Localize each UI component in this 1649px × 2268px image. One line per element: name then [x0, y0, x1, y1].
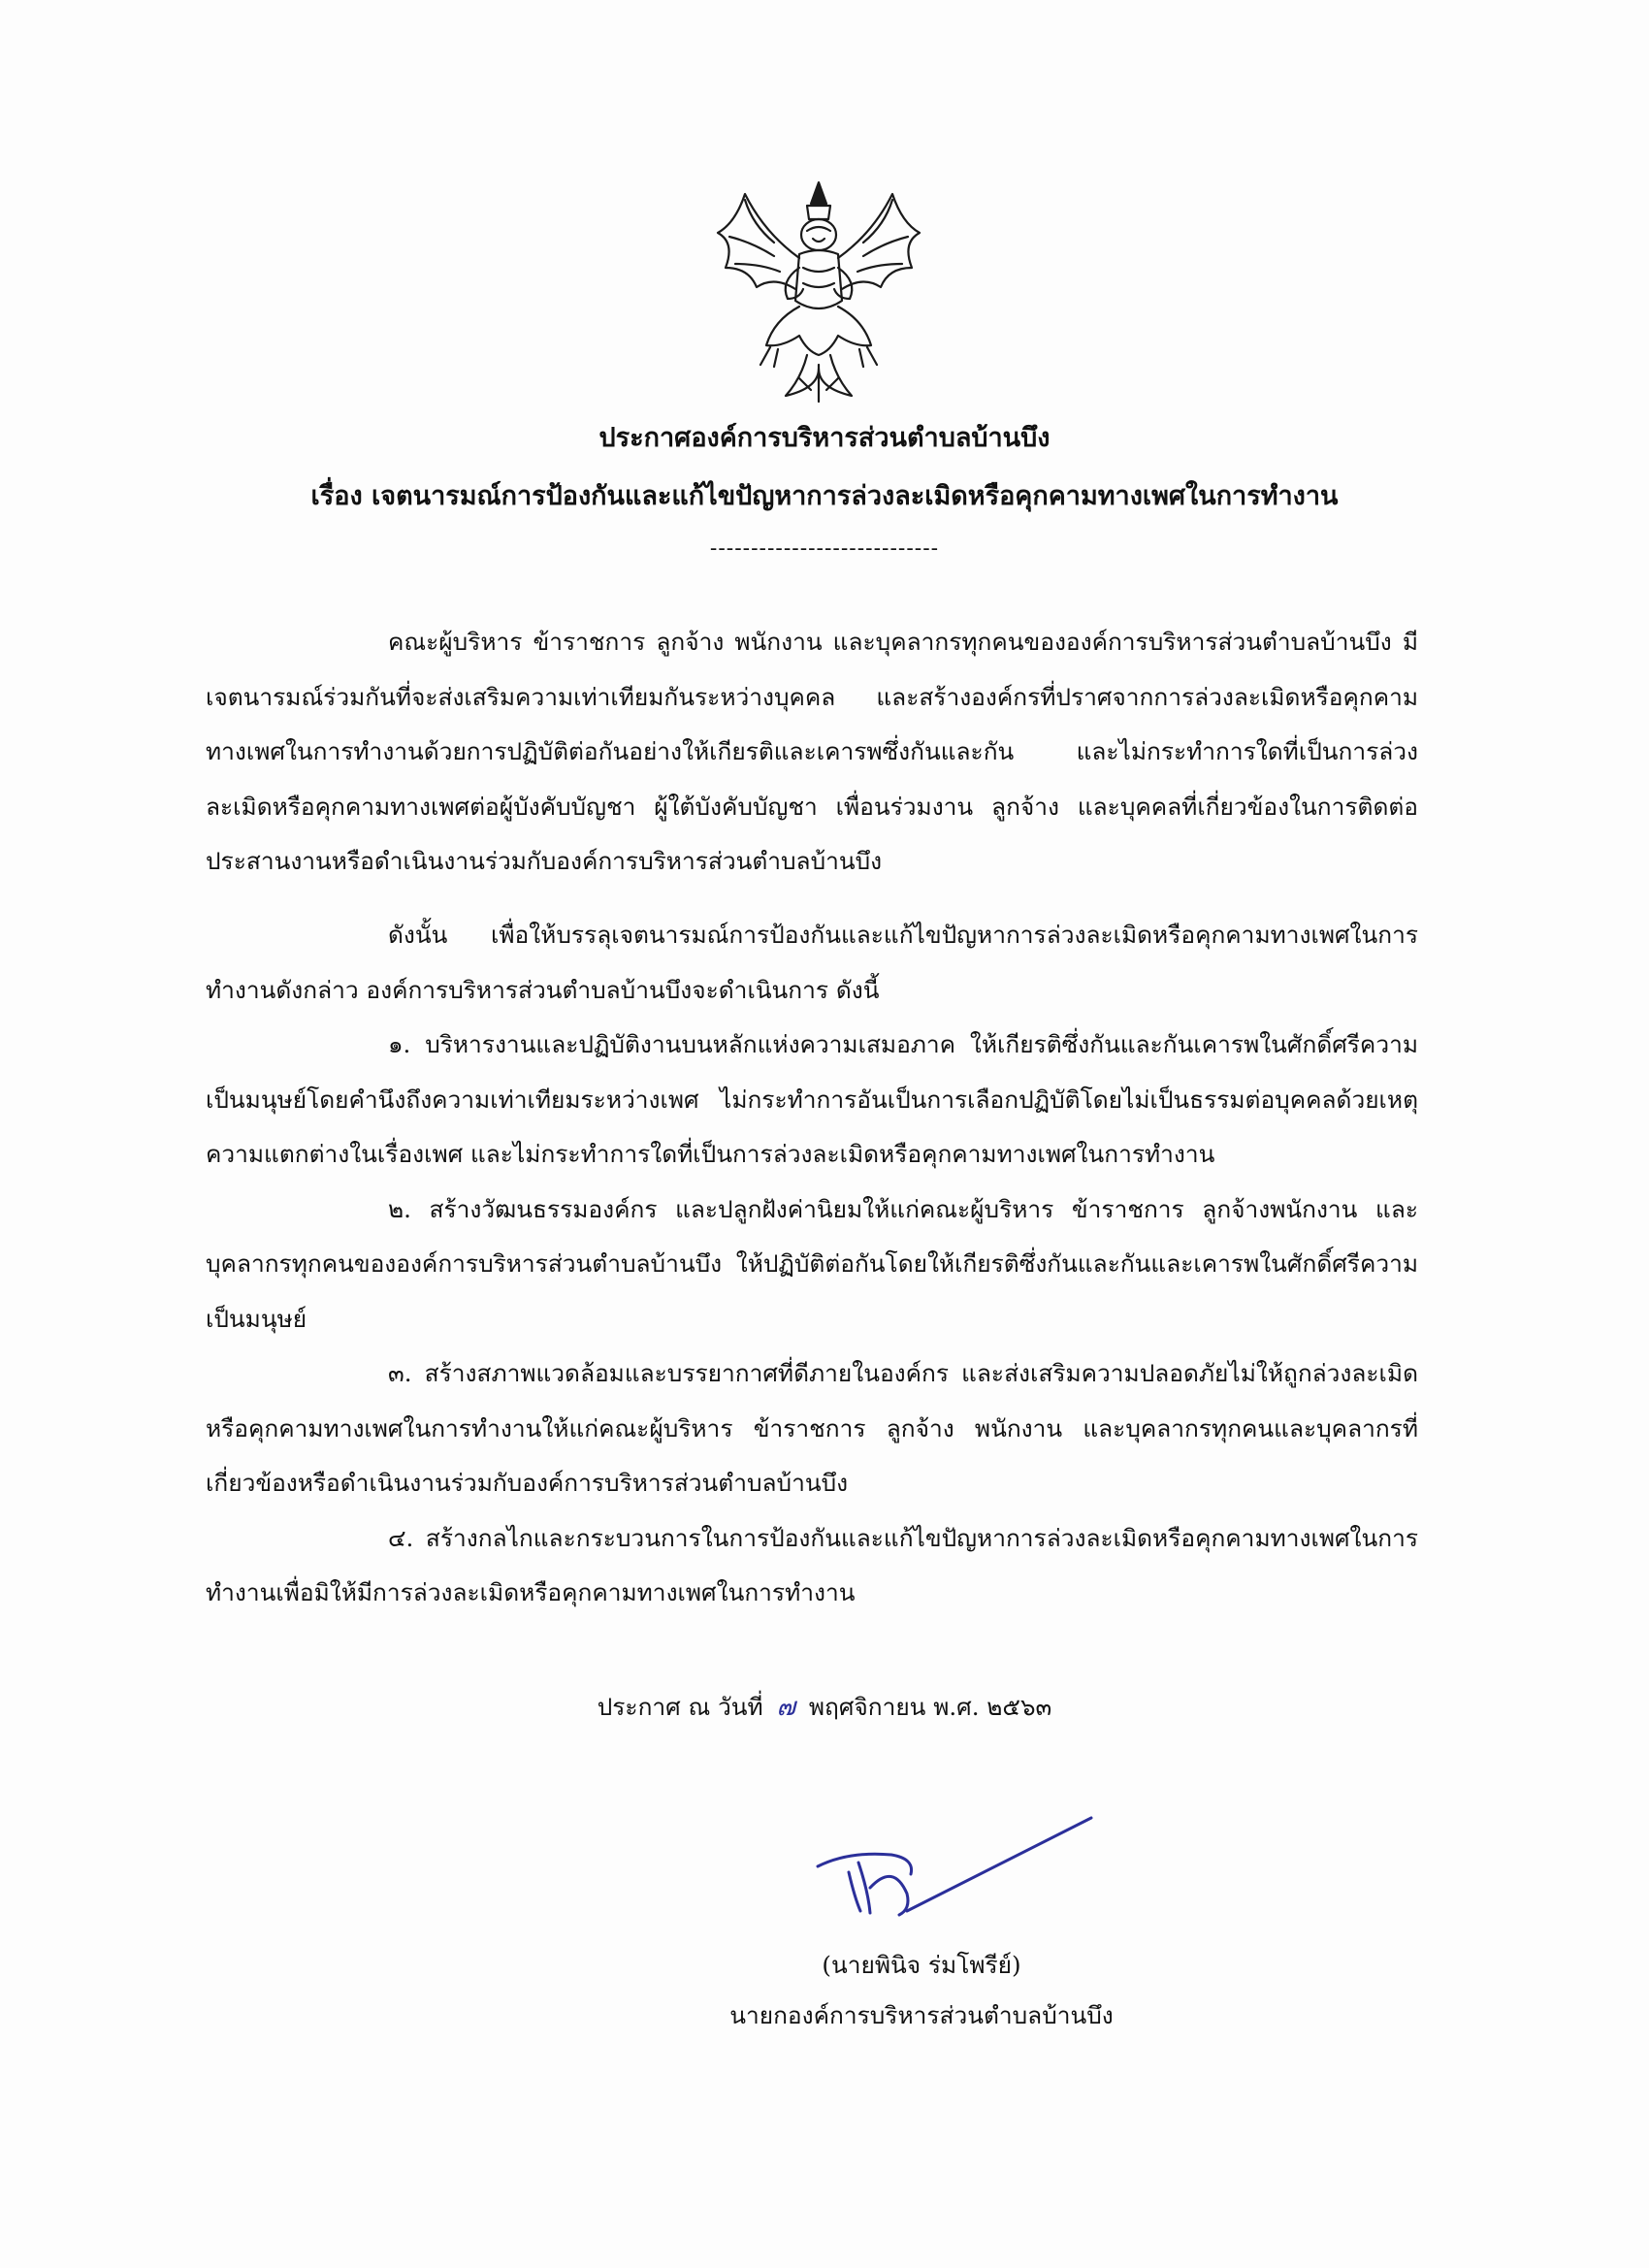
- signatory-position: นายกองค์การบริหารส่วนตำบลบ้านบึง: [729, 2001, 1114, 2029]
- date-month-year: พฤศจิกายน พ.ศ. ๒๕๖๓: [808, 1693, 1052, 1721]
- intro-paragraph-block: [206, 615, 1418, 890]
- commitment-item: ๓. สร้างสภาพแวดล้อมและบรรยากาศที่ดีภายในองค์กร และส่งเสริมความปลอดภัยไม่ให้ถูกล่วงละเมิดหรือคุกคามทางเพศในการทำงานให้แก่คณะผู้บริหาร ข้าราชการ ลูกจ้าง พนักงาน และบุคลากรทุกคนและบุคลากรที่เกี่ยวข้องหรือดำเนินงานร่วมกับองค์การบริหารส่วนตำบลบ้านบึง: [206, 1359, 1418, 1497]
- announcement-date: [0, 1688, 1649, 1727]
- intro-paragraph: คณะผู้บริหาร ข้าราชการ ลูกจ้าง พนักงาน และบุคลากรทุกคนขององค์การบริหารส่วนตำบลบ้านบึง มีเจตนารมณ์ร่วมกันที่จะส่งเสริมความเท่าเทียมกันระหว่างบุคคล และสร้างองค์กรที่ปราศจากการล่วงละเมิดหรือคุกคามทางเพศในการทำงานด้วยการปฏิบัติต่อกันอย่างให้เกียรติและเคารพซึ่งกันและกัน และไม่กระทำการใดที่เป็นการล่วงละเมิดหรือคุกคามทางเพศต่อผู้บังคับบัญชา ผู้ใต้บังคับบัญชา เพื่อนร่วมงาน ลูกจ้าง และบุคคลที่เกี่ยวข้องในการติดต่อประสานงานหรือดำเนินงานร่วมกับองค์การบริหารส่วนตำบลบ้านบึง: [206, 628, 1418, 875]
- commitments-block: [206, 908, 1418, 1621]
- lead-paragraph: ดังนั้น เพื่อให้บรรลุเจตนารมณ์การป้องกันและแก้ไขปัญหาการล่วงละเมิดหรือคุกคามทางเพศในการทำงานดังกล่าว องค์การบริหารส่วนตำบลบ้านบึงจะดำเนินการ ดังนี้: [206, 921, 1418, 1004]
- commitment-item: ๔. สร้างกลไกและกระบวนการในการป้องกันและแก้ไขปัญหาการล่วงละเมิดหรือคุกคามทางเพศในการทำงานเพื่อมิให้มีการล่วงละเมิดหรือคุกคามทางเพศในการทำงาน: [206, 1523, 1418, 1606]
- commitment-item: ๒. สร้างวัฒนธรรมองค์กร และปลูกฝังค่านิยมให้แก่คณะผู้บริหาร ข้าราชการ ลูกจ้างพนักงาน และบุคลากรทุกคนขององค์การบริหารส่วนตำบลบ้านบึง ให้ปฏิบัติต่อกันโดยให้เกียรติซึ่งกันและกันและเคารพในศักดิ์ศรีความเป็นมนุษย์: [206, 1194, 1418, 1333]
- date-day-handwritten: ๗: [776, 1693, 796, 1722]
- commitment-item: ๑. บริหารงานและปฏิบัติงานบนหลักแห่งความเสมอภาค ให้เกียรติซึ่งกันและกันเคารพในศักดิ์ศรีความเป็นมนุษย์โดยคำนึงถึงความเท่าเทียมระหว่างเพศ ไม่กระทำการอันเป็นการเลือกปฏิบัติโดยไม่เป็นธรรมต่อบุคคลด้วยเหตุความแตกต่างในเรื่องเพศ และไม่กระทำการใดที่เป็นการล่วงละเมิดหรือคุกคามทางเพศในการทำงาน: [206, 1030, 1418, 1168]
- announcement-subject: เรื่อง เจตนารมณ์การป้องกันและแก้ไขปัญหาการล่วงละเมิดหรือคุกคามทางเพศในการทำงาน: [310, 481, 1339, 511]
- date-prefix: ประกาศ ณ วันที่: [597, 1693, 763, 1721]
- title-separator: ----------------------------: [709, 536, 940, 561]
- signatory-name: (นายพินิจ ร่มโพรีย์): [822, 1951, 1021, 1979]
- handwritten-signature: [810, 1804, 1101, 1930]
- garuda-emblem-icon: [706, 175, 931, 407]
- announcement-title: ประกาศองค์การบริหารส่วนตำบลบ้านบึง: [598, 423, 1051, 453]
